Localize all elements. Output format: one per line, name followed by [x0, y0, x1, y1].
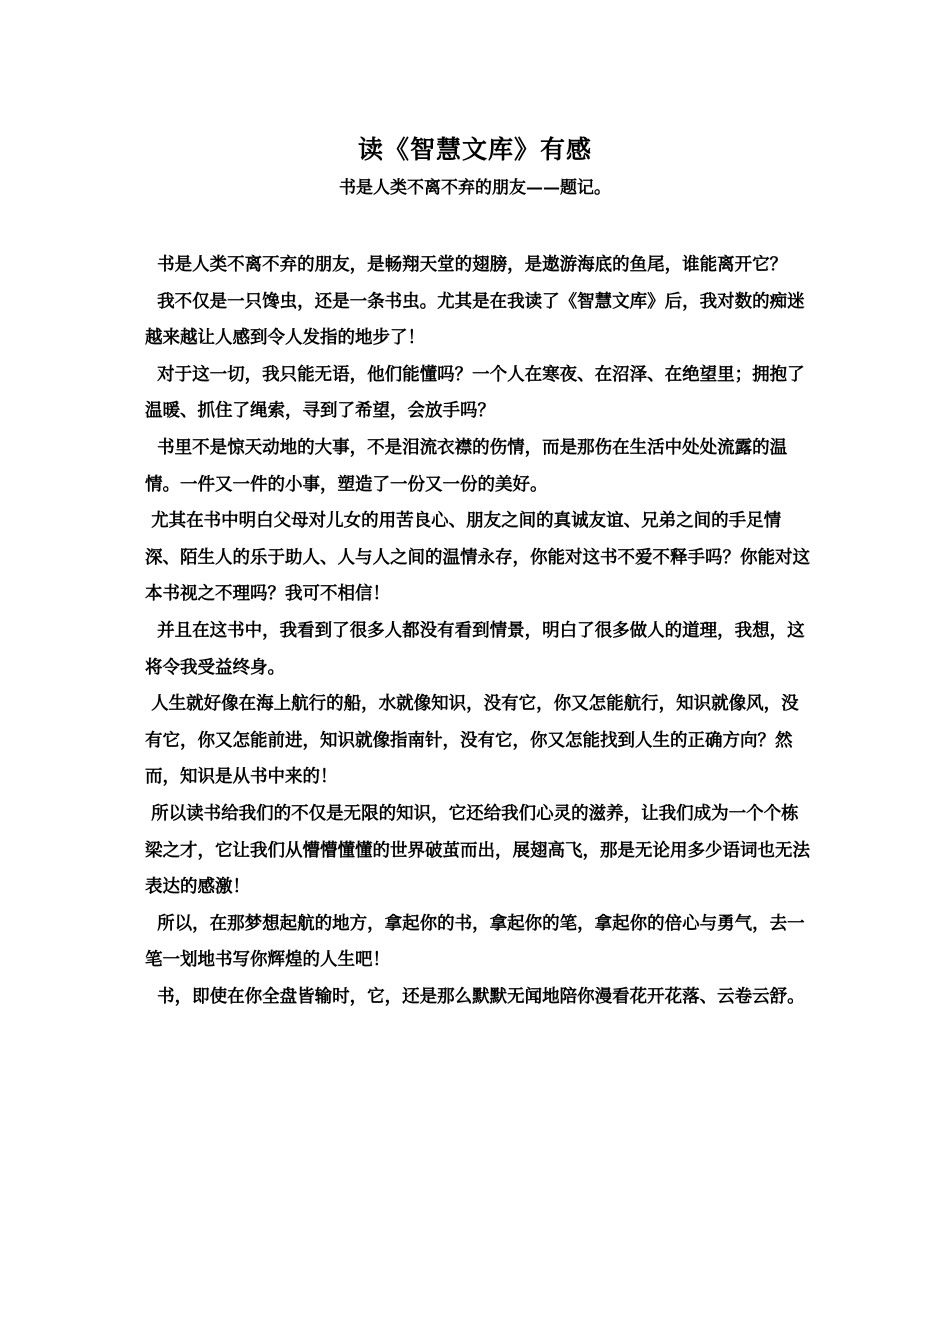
document-title: 读《智慧文库》有感: [357, 135, 592, 164]
paragraph: 人生就好像在海上航行的船，水就像知识，没有它，你又怎能航行，知识就像风，没有它，你又怎能前进，知识就像指南针，没有它，你又怎能找到人生的正确方向？然而，知识是从书中来的！: [145, 694, 799, 788]
paragraph: 我不仅是一只馋虫，还是一条书虫。尤其是在我读了《智慧文库》后，我对数的痴迷越来越让人感到令人发指的地步了！: [145, 291, 805, 349]
paragraph: 书是人类不离不弃的朋友，是畅翔天堂的翅膀，是遨游海底的鱼尾，谁能离开它？: [145, 255, 788, 275]
paragraph: 对于这一切，我只能无语，他们能懂吗？一个人在寒夜、在沼泽、在绝望里；拥抱了温暖、抓住了绳索，寻到了希望，会放手吗？: [145, 364, 805, 422]
paragraph: 并且在这书中，我看到了很多人都没有看到情景，明白了很多做人的道理，我想，这将令我受益终身。: [145, 620, 805, 678]
paragraph: 尤其在书中明白父母对儿女的用苦良心、朋友之间的真诚友谊、兄弟之间的手足情深、陌生人的乐于助人、人与人之间的温情永存，你能对这书不爱不释手吗？你能对这本书视之不理吗？我可不相信！: [145, 511, 810, 605]
document-subtitle: 书是人类不离不弃的朋友——题记。: [339, 178, 611, 198]
paragraph: 书，即使在你全盘皆输时，它，还是那么默默无闻地陪你漫看花开花落、云卷云舒。: [145, 986, 805, 1007]
paragraph: 所以读书给我们的不仅是无限的知识，它还给我们心灵的滋养，让我们成为一个个栋梁之才，它让我们从懵懵懂懂的世界破茧而出，展翅高飞，那是无论用多少语词也无法表达的感激！: [145, 803, 810, 898]
paragraph: 所以，在那梦想起航的地方，拿起你的书，拿起你的笔，拿起你的倍心与勇气，去一笔一划地书写你辉煌的人生吧！: [145, 913, 805, 971]
document-body: [145, 247, 810, 1015]
paragraph: 书里不是惊天动地的大事，不是泪流衣襟的伤情，而是那伤在生活中处处流露的温情。一件又一件的小事，塑造了一份又一份的美好。: [145, 437, 788, 495]
